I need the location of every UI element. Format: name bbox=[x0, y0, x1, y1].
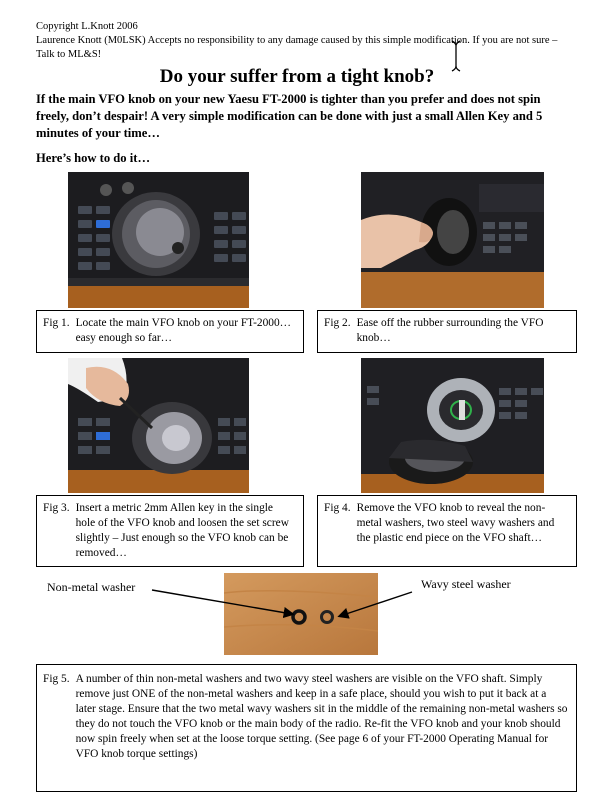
fig2-text: Ease off the rubber surrounding the VFO knob… bbox=[356, 317, 544, 344]
fig4-number: Fig 4. bbox=[324, 502, 351, 514]
page-title: Do your suffer from a tight knob? bbox=[159, 66, 435, 87]
disclaimer-text: Laurence Knott (M0LSK) Accepts no responsibility to any damage caused by this simple modification. If you are not sure – Talk to ML&S! bbox=[36, 35, 558, 60]
intro-paragraph: If the main VFO knob on your new Yaesu FT-2000 is tighter than you prefer and does not spin freely, don’t despair! A very simple modification can be done with just a small Allen Key and 5 minutes of your time… bbox=[36, 92, 543, 140]
howto-heading: Here’s how to do it… bbox=[36, 151, 151, 165]
fig2-photo bbox=[361, 172, 544, 308]
fig1-photo bbox=[68, 172, 249, 308]
fig4-caption bbox=[317, 495, 577, 567]
fig4-text: Remove the VFO knob to reveal the non-metal washers, two steel wavy washers and the plastic end piece on the VFO shaft… bbox=[356, 502, 555, 544]
washer-arrows bbox=[150, 586, 560, 626]
copyright-line: Copyright L.Knott 2006 bbox=[36, 21, 138, 32]
fig1-caption bbox=[36, 310, 304, 353]
arrow-to-wavy-steel-washer bbox=[340, 592, 412, 616]
fig5-caption bbox=[36, 664, 577, 792]
label-wavy-steel-washer: Wavy steel washer bbox=[421, 577, 511, 591]
fig1-text: Locate the main VFO knob on your FT-2000…easy enough so far… bbox=[75, 317, 292, 344]
fig2-caption bbox=[317, 310, 577, 353]
fig3-caption bbox=[36, 495, 304, 567]
fig2-number: Fig 2. bbox=[324, 317, 351, 329]
fig3-text: Insert a metric 2mm Allen key in the single hole of the VFO knob and loosen the set screw slightly – Just enough so the VFO knob can be removed… bbox=[75, 502, 289, 559]
fig3-number: Fig 3. bbox=[43, 502, 70, 514]
copyright-notice bbox=[36, 20, 576, 62]
fig5-text: A number of thin non-metal washers and two wavy steel washers are visible on the VFO shaft. Simply remove just ONE of the non-metal washers and keep in a safe place, should you wish to put it back at a later stage. Ensure that the two metal wavy washers sit in the middle of the remaining non-metal washers so they do not touch the VFO knob or the main body of the radio. Re-fit the VFO knob and your knob should now spin freely when set at the loose torque setting. (See page 6 of your FT-2000 Operating Manual for VFO knob torque settings) bbox=[75, 673, 568, 760]
fig5-number: Fig 5. bbox=[43, 673, 70, 685]
fig3-photo bbox=[68, 358, 249, 493]
fig4-photo bbox=[361, 358, 544, 493]
label-non-metal-washer: Non-metal washer bbox=[47, 580, 136, 594]
fig1-number: Fig 1. bbox=[43, 317, 70, 329]
arrow-to-non-metal-washer bbox=[152, 590, 292, 614]
